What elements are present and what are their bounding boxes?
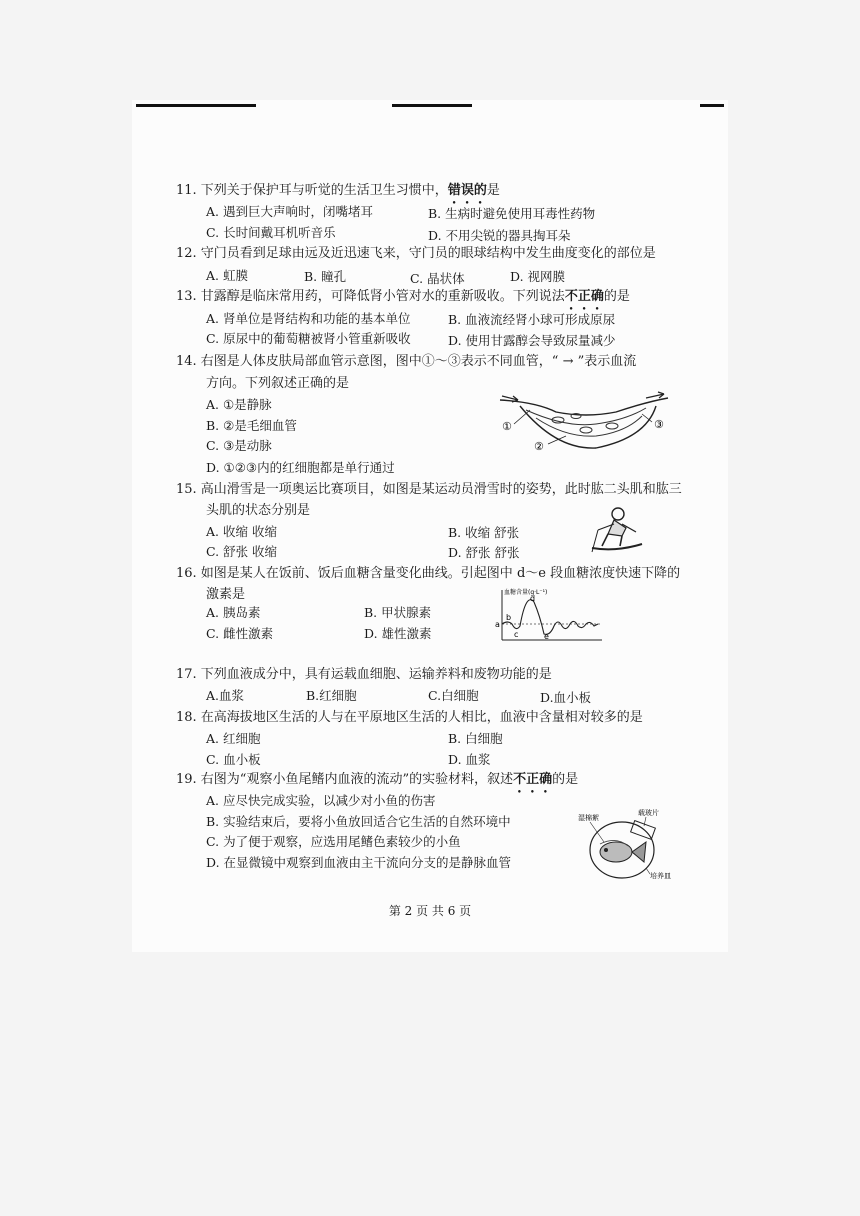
- top-rule-left: [136, 104, 256, 107]
- fish-experiment-figure: [576, 806, 676, 882]
- question-19-option-d: D. 在显微镜中观察到血液由主干流向分支的是静脉血管: [206, 855, 512, 870]
- question-18-option-c: C. 血小板: [206, 752, 261, 767]
- question-12-option-d: D. 视网膜: [510, 269, 566, 284]
- skier-figure: [588, 506, 644, 556]
- question-19-option-a: A. 应尽快完成实验，以减少对小鱼的伤害: [206, 793, 436, 808]
- vessel-label-1: ①: [502, 420, 512, 433]
- point-label-d: d: [530, 594, 536, 603]
- ski: [592, 544, 642, 549]
- top-rule-center: [392, 104, 472, 107]
- skin-blood-vessel-figure: [496, 388, 672, 456]
- fish-tail: [632, 842, 646, 862]
- vessel-label-3: ③: [654, 418, 664, 431]
- question-13-option-d: D. 使用甘露醇会导致尿量减少: [448, 333, 616, 348]
- question-13-option-c: C. 原尿中的葡萄糖被肾小管重新吸收: [206, 331, 411, 346]
- question-19-option-c: C. 为了便于观察，应选用尾鳍色素较少的小鱼: [206, 834, 461, 849]
- question-12-option-a: A. 虹膜: [206, 268, 248, 283]
- question-15-option-c: C. 舒张 收缩: [206, 544, 278, 559]
- top-rule-right: [700, 104, 724, 107]
- question-17-option-b: B.红细胞: [306, 688, 357, 703]
- question-14-option-a: A. ①是静脉: [206, 397, 272, 412]
- question-15-option-d: D. 舒张 舒张: [448, 545, 520, 560]
- question-12-stem: 12. 守门员看到足球由远及近迅速飞来，守门员的眼球结构中发生曲度变化的部位是: [176, 246, 656, 261]
- question-18-stem: 18. 在高海拔地区生活的人与在平原地区生活的人相比，血液中含量相对较多的是: [176, 710, 643, 725]
- question-16-option-a: A. 胰岛素: [206, 605, 261, 620]
- question-11-option-a: A. 遇到巨大声响时，闭嘴堵耳: [206, 204, 373, 219]
- question-18-option-b: B. 白细胞: [448, 731, 503, 746]
- question-16-option-b: B. 甲状腺素: [364, 605, 432, 620]
- question-14-option-d: D. ①②③内的红细胞都是单行通过: [206, 460, 395, 475]
- question-12-option-b: B. 瞳孔: [304, 269, 347, 284]
- question-15-stem-line-1: 15. 高山滑雪是一项奥运比赛项目，如图是某运动员滑雪时的姿势，此时肱二头肌和肱三: [176, 482, 682, 497]
- question-12-option-c: C. 晶状体: [410, 271, 465, 286]
- question-19-option-b: B. 实验结束后，要将小鱼放回适合它生活的自然环境中: [206, 814, 511, 829]
- question-13-option-a: A. 肾单位是肾结构和功能的基本单位: [206, 311, 411, 326]
- question-14-option-c: C. ③是动脉: [206, 438, 272, 453]
- question-11-option-d: D. 不用尖锐的器具掏耳朵: [428, 228, 571, 243]
- question-17-option-d: D.血小板: [540, 690, 592, 705]
- question-11-option-c: C. 长时间戴耳机听音乐: [206, 225, 336, 240]
- question-14-option-b: B. ②是毛细血管: [206, 418, 297, 433]
- question-16-stem-line-1: 16. 如图是某人在饭前、饭后血糖含量变化曲线。引起图中 d～e 段血糖浓度快速下降的: [176, 566, 681, 581]
- question-15-option-b: B. 收缩 舒张: [448, 525, 520, 540]
- question-13-option-b: B. 血液流经肾小球可形成原尿: [448, 312, 616, 327]
- question-13-stem: 13. 甘露醇是临床常用药，可降低肾小管对水的重新吸收。下列说法不正确的是: [176, 289, 630, 304]
- point-label-e: e: [544, 632, 549, 641]
- question-16-option-c: C. 雌性激素: [206, 626, 274, 641]
- point-label-c: c: [514, 630, 519, 639]
- question-17-option-a: A.血浆: [206, 688, 245, 703]
- skier-head: [612, 508, 624, 520]
- question-11-option-b: B. 生病时避免使用耳毒性药物: [428, 206, 596, 221]
- vessel-label-2: ②: [534, 440, 544, 453]
- point-label-b: b: [506, 613, 512, 622]
- question-16-stem-line-2: 激素是: [206, 587, 246, 602]
- question-17-option-c: C.白细胞: [428, 688, 479, 703]
- question-14-stem-line-1: 14. 右图是人体皮肤局部血管示意图，图中①～③表示不同血管，“ → ”表示血流: [176, 354, 637, 369]
- label-glass-slide: 载玻片: [638, 809, 659, 817]
- point-label-a: a: [495, 620, 500, 629]
- blood-glucose-curve-figure: [494, 586, 606, 644]
- label-wet-cotton: 湿棉絮: [578, 814, 599, 822]
- question-14-stem-line-2: 方向。下列叙述正确的是: [206, 376, 350, 391]
- question-16-option-d: D. 雄性激素: [364, 626, 432, 641]
- question-11-stem: 11. 下列关于保护耳与听觉的生活卫生习惯中，错误的是: [176, 183, 500, 198]
- question-15-option-a: A. 收缩 收缩: [206, 524, 277, 539]
- question-18-option-d: D. 血浆: [448, 752, 491, 767]
- question-17-stem: 17. 下列血液成分中，具有运载血细胞、运输养料和废物功能的是: [176, 667, 552, 682]
- question-15-stem-line-2: 头肌的状态分别是: [206, 503, 311, 518]
- question-18-option-a: A. 红细胞: [206, 731, 261, 746]
- page-footer: 第 2 页 共 6 页: [388, 904, 472, 918]
- question-19-stem: 19. 右图为“观察小鱼尾鳍内血液的流动”的实验材料，叙述不正确的是: [176, 772, 579, 787]
- y-axis-label: 血糖含量(g·L⁻¹): [504, 589, 548, 596]
- glass-slide: [631, 821, 656, 840]
- label-petri-dish: 培养皿: [650, 872, 671, 880]
